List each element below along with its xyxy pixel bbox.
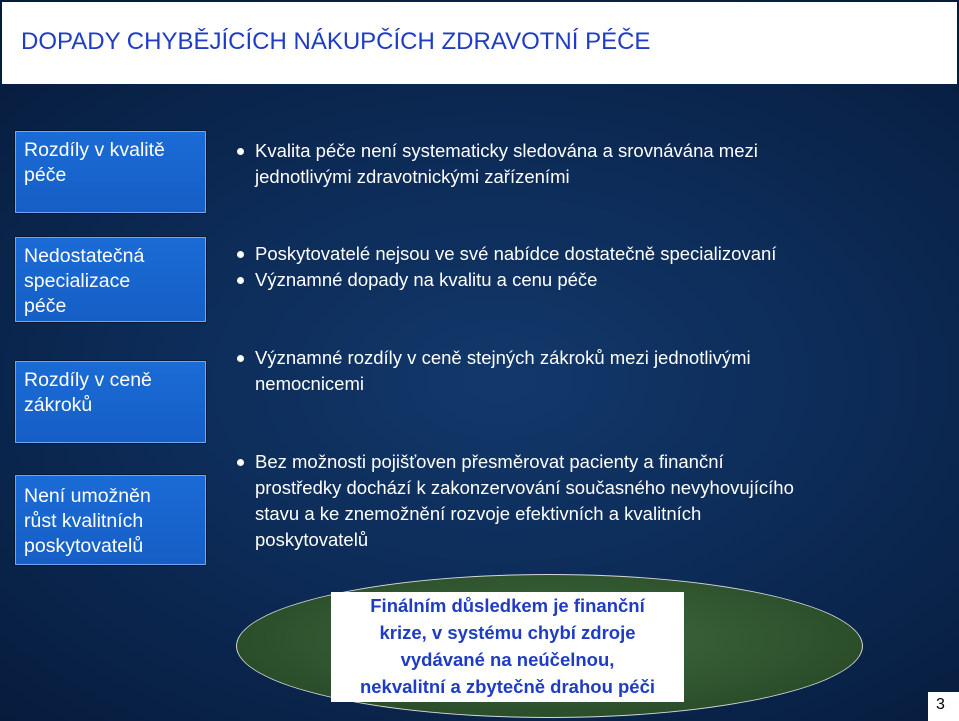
bullet-text-line: Významné dopady na kvalitu a cenu péče	[255, 269, 598, 290]
bullet-dot-icon	[237, 251, 244, 258]
side-box-label-line: péče	[24, 164, 67, 186]
bullet-item	[237, 267, 776, 293]
conclusion-line: Finálním důsledkem je finanční	[370, 595, 645, 616]
bullet-text-line: Kvalita péče není systematicky sledována a srovnávána mezi	[255, 140, 758, 161]
side-box-quality-differences	[15, 131, 206, 213]
bullet-text-line: stavu a ke znemožnění rozvoje efektivních a kvalitních	[255, 503, 702, 524]
conclusion-line: vydávané na neúčelnou,	[400, 649, 615, 670]
bullet-text-line: Významné rozdíly v ceně stejných zákroků mezi jednotlivými	[255, 347, 751, 368]
side-box-label-line: zákroků	[24, 394, 93, 416]
conclusion-text	[331, 592, 684, 700]
side-box-label-line: Není umožněn	[24, 485, 151, 507]
bullet-text-line: jednotlivými zdravotnickými zařízeními	[255, 166, 570, 187]
bullet-text-line: Bez možnosti pojišťoven přesměrovat pacienty a finanční	[255, 451, 724, 472]
side-box-label-line: péče	[24, 295, 67, 317]
side-box-label-line: růst kvalitních	[24, 510, 144, 532]
conclusion-line: krize, v systému chybí zdroje	[379, 622, 636, 643]
bullet-item	[237, 449, 794, 553]
side-box-insufficient-specialization	[15, 237, 206, 322]
conclusion-line: nekvalitní a zbytečně drahou péči	[359, 676, 656, 697]
bullet-item	[237, 241, 776, 267]
bullet-dot-icon	[237, 277, 244, 284]
bullet-list-specialization	[237, 241, 776, 293]
side-box-label-line: Nedostatečná	[24, 245, 145, 267]
bullet-list-quality	[237, 138, 758, 190]
page-number: 3	[936, 696, 945, 713]
bullet-item	[237, 138, 758, 190]
bullet-dot-icon	[237, 148, 244, 155]
side-box-price-differences	[15, 361, 206, 443]
side-box-label-line: specializace	[24, 270, 131, 292]
bullet-dot-icon	[237, 459, 244, 466]
bullet-dot-icon	[237, 355, 244, 362]
bullet-list-growth	[237, 449, 794, 553]
side-box-no-growth	[15, 475, 206, 565]
bullet-text-line: nemocnicemi	[255, 373, 364, 394]
bullet-text-line: prostředky dochází k zakonzervování současného nevyhovujícího	[255, 477, 794, 498]
side-box-label-line: Rozdíly v ceně	[24, 369, 152, 391]
slide-title: DOPADY CHYBĚJÍCÍCH NÁKUPČÍCH ZDRAVOTNÍ PÉČE	[21, 28, 651, 55]
bullet-item	[237, 345, 751, 397]
side-box-label-line: Rozdíly v kvalitě	[24, 139, 165, 161]
side-box-label-line: poskytovatelů	[24, 535, 144, 557]
bullet-text-line: Poskytovatelé nejsou ve své nabídce dostatečně specializovaní	[255, 243, 777, 264]
bullet-text-line: poskytovatelů	[255, 529, 369, 550]
bullet-list-price	[237, 345, 751, 397]
